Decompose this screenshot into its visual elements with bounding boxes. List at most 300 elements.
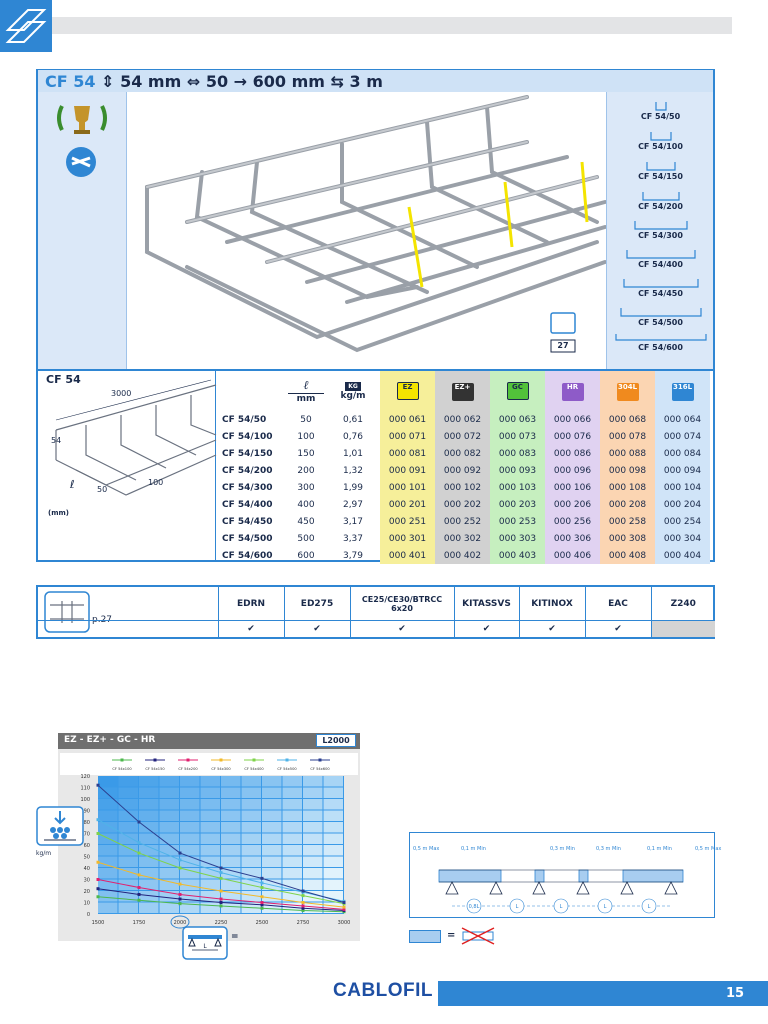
span-support-label: L bbox=[647, 904, 651, 910]
product-length: 3 m bbox=[349, 72, 383, 91]
grid-cell bbox=[160, 903, 180, 914]
grid-cell bbox=[160, 776, 180, 787]
grid-cell bbox=[201, 811, 221, 822]
grid-cell bbox=[139, 776, 159, 787]
grid-cell bbox=[119, 857, 139, 868]
legend-marker bbox=[187, 759, 190, 762]
dim-100: 100 bbox=[148, 478, 164, 487]
grid-cell bbox=[242, 799, 262, 810]
row-name: CF 54/450 bbox=[222, 516, 273, 527]
row-weight: 0,61 bbox=[342, 414, 364, 425]
y-tick-label: 120 bbox=[80, 774, 90, 780]
legend-label: CF 54x300 bbox=[211, 767, 231, 771]
grid-cell bbox=[201, 834, 221, 845]
span-top-label: 0,3 m Min bbox=[550, 846, 575, 852]
data-point bbox=[97, 784, 100, 787]
grid-cell bbox=[119, 799, 139, 810]
row-weight: 1,01 bbox=[342, 448, 364, 459]
grid-cell bbox=[98, 822, 118, 833]
grid-cell bbox=[139, 811, 159, 822]
grid-cell bbox=[283, 868, 303, 879]
grid-cell bbox=[98, 903, 118, 914]
standards-spacer bbox=[38, 587, 218, 621]
x-tick-label: 1750 bbox=[132, 920, 146, 926]
span-support-label: L bbox=[515, 904, 519, 910]
span-icon-equal: = bbox=[231, 932, 239, 942]
data-point bbox=[97, 861, 100, 864]
footer-bar bbox=[438, 981, 768, 1006]
table-row bbox=[216, 530, 710, 547]
table-row bbox=[216, 445, 710, 462]
row-ref-code: 000 204 bbox=[655, 496, 710, 513]
table-row bbox=[216, 411, 710, 428]
span-support-label: L bbox=[559, 904, 563, 910]
data-point bbox=[261, 877, 264, 880]
data-point bbox=[220, 867, 223, 870]
grid-cell bbox=[242, 845, 262, 856]
variant-column bbox=[606, 92, 713, 369]
y-tick-label: 30 bbox=[83, 877, 90, 884]
grid-cell bbox=[139, 788, 159, 799]
legend-marker bbox=[220, 759, 223, 762]
data-point bbox=[97, 832, 100, 835]
row-width: 50 bbox=[300, 414, 312, 425]
row-width: 400 bbox=[297, 499, 315, 510]
legend-marker bbox=[154, 759, 157, 762]
row-name: CF 54/50 bbox=[222, 414, 267, 425]
row-ref-code: 000 258 bbox=[600, 513, 655, 530]
row-width: 100 bbox=[297, 431, 315, 442]
row-ref-code: 000 073 bbox=[490, 428, 545, 445]
row-ref-code: 000 254 bbox=[655, 513, 710, 530]
table-row bbox=[216, 547, 710, 564]
grid-cell bbox=[262, 788, 282, 799]
row-name: CF 54/600 bbox=[222, 550, 273, 561]
product-title bbox=[45, 72, 383, 91]
variant-label: CF 54/100 bbox=[638, 142, 683, 151]
grid-cell bbox=[262, 868, 282, 879]
grid-cell bbox=[180, 822, 200, 833]
legend-label: CF 54x500 bbox=[277, 767, 297, 771]
grid-cell bbox=[221, 857, 241, 868]
grid-cell bbox=[98, 868, 118, 879]
standard-check: ✔ bbox=[218, 621, 284, 638]
row-name: CF 54/500 bbox=[222, 533, 273, 544]
row-width: 600 bbox=[297, 550, 315, 561]
data-point bbox=[179, 902, 182, 905]
grid-cell bbox=[242, 776, 262, 787]
variant-label: CF 54/50 bbox=[640, 112, 681, 121]
row-ref-code: 000 106 bbox=[545, 479, 600, 496]
finish-hr-badge: HR bbox=[562, 383, 584, 401]
grid-cell bbox=[262, 776, 282, 787]
reference-table bbox=[216, 371, 710, 564]
row-weight: 2,97 bbox=[342, 499, 364, 510]
grid-cell bbox=[324, 857, 344, 868]
grid-cell bbox=[221, 903, 241, 914]
row-ref-code: 000 074 bbox=[655, 428, 710, 445]
span-top-label: 0,1 m Min bbox=[461, 846, 486, 852]
data-point bbox=[138, 893, 141, 896]
product-code: CF 54 bbox=[45, 72, 96, 91]
corner-logo-icon bbox=[0, 0, 52, 52]
grid-cell bbox=[98, 891, 118, 902]
row-ref-code: 000 086 bbox=[545, 445, 600, 462]
span-top-label: 0,1 m Min bbox=[647, 846, 672, 852]
grid-cell bbox=[221, 834, 241, 845]
data-point bbox=[179, 867, 182, 870]
top-band bbox=[50, 17, 732, 34]
legend-marker bbox=[253, 759, 256, 762]
dim-width-symbol: ℓ bbox=[70, 478, 75, 491]
finish-ezplus-badge: EZ+ bbox=[452, 383, 474, 401]
grid-cell bbox=[221, 845, 241, 856]
width-icon: ⇔ bbox=[186, 72, 201, 91]
data-point bbox=[261, 901, 264, 904]
grid-cell bbox=[324, 880, 344, 891]
grid-cell bbox=[201, 891, 221, 902]
grid-cell bbox=[98, 845, 118, 856]
mounting-icon bbox=[65, 146, 97, 178]
row-ref-code: 000 076 bbox=[545, 428, 600, 445]
row-ref-code: 000 104 bbox=[655, 479, 710, 496]
dim-50: 50 bbox=[97, 485, 108, 494]
standard-header: EAC bbox=[585, 587, 651, 621]
table-body bbox=[216, 411, 710, 564]
standard-header: ED275 bbox=[284, 587, 350, 621]
variant-label: CF 54/450 bbox=[638, 289, 683, 298]
row-ref-code: 000 068 bbox=[600, 411, 655, 428]
grid-cell bbox=[201, 845, 221, 856]
chart-legend-bg bbox=[60, 753, 358, 775]
y-tick-label: 40 bbox=[83, 866, 90, 872]
grid-cell bbox=[119, 834, 139, 845]
grid-cell bbox=[303, 788, 323, 799]
standard-check: ✔ bbox=[454, 621, 519, 638]
standard-check-empty bbox=[651, 621, 715, 638]
grid-cell bbox=[180, 776, 200, 787]
row-width: 450 bbox=[297, 516, 315, 527]
legend-label: CF 54x400 bbox=[244, 767, 264, 771]
row-ref-code: 000 093 bbox=[490, 462, 545, 479]
finish-316l-badge: 316L bbox=[672, 383, 694, 401]
row-ref-code: 000 303 bbox=[490, 530, 545, 547]
grid-cell bbox=[139, 822, 159, 833]
y-tick-label: 20 bbox=[83, 889, 90, 895]
grid-cell bbox=[160, 811, 180, 822]
row-ref-code: 000 251 bbox=[380, 513, 435, 530]
grid-cell bbox=[283, 822, 303, 833]
grid-cell bbox=[201, 788, 221, 799]
length-icon: ⇆ bbox=[330, 72, 344, 91]
grid-cell bbox=[160, 788, 180, 799]
row-ref-code: 000 071 bbox=[380, 428, 435, 445]
chart-header-title: EZ - EZ+ - GC - HR bbox=[64, 735, 156, 745]
legend-marker bbox=[286, 759, 289, 762]
row-ref-code: 000 252 bbox=[435, 513, 490, 530]
standard-header: Z240 bbox=[651, 587, 715, 621]
chart-header-tag: L2000 bbox=[316, 734, 356, 747]
standard-check: ✔ bbox=[350, 621, 454, 638]
grid-cell bbox=[98, 776, 118, 787]
grid-cell bbox=[303, 776, 323, 787]
x-tick-label: 2500 bbox=[255, 920, 269, 926]
standard-header: CE25/CE30/BTRCC 6x20 bbox=[350, 587, 454, 621]
width-header: ℓ mm bbox=[286, 371, 326, 411]
finish-ez-badge: EZ bbox=[397, 382, 419, 400]
grid-cell bbox=[283, 776, 303, 787]
data-point bbox=[138, 886, 141, 889]
row-ref-code: 000 072 bbox=[435, 428, 490, 445]
dim-height: 54 bbox=[51, 436, 62, 445]
row-name: CF 54/200 bbox=[222, 465, 273, 476]
y-tick-label: 90 bbox=[83, 808, 90, 815]
legend-equals: = bbox=[447, 930, 456, 941]
y-tick-label: 50 bbox=[83, 854, 90, 861]
row-ref-code: 000 406 bbox=[545, 547, 600, 564]
load-chart bbox=[58, 749, 360, 941]
data-point bbox=[261, 895, 264, 898]
grid-cell bbox=[303, 880, 323, 891]
row-ref-code: 000 063 bbox=[490, 411, 545, 428]
page-number: 15 bbox=[726, 986, 745, 1001]
grid-cell bbox=[283, 834, 303, 845]
row-ref-code: 000 101 bbox=[380, 479, 435, 496]
data-point bbox=[302, 901, 305, 904]
variant-profile-icons bbox=[607, 92, 714, 369]
grid-cell bbox=[119, 822, 139, 833]
grid-cell bbox=[283, 811, 303, 822]
data-point bbox=[302, 904, 305, 907]
product-height: 54 mm bbox=[120, 72, 182, 91]
grid-cell bbox=[180, 799, 200, 810]
no-splice-icon bbox=[460, 926, 496, 946]
award-trophy-icon bbox=[52, 100, 112, 140]
grid-cell bbox=[180, 811, 200, 822]
grid-cell bbox=[180, 788, 200, 799]
data-point bbox=[97, 818, 100, 821]
x-tick-label: 2000 bbox=[173, 920, 187, 926]
y-tick-label: 70 bbox=[83, 831, 90, 838]
legend-swatch bbox=[409, 930, 441, 943]
standards-header-row bbox=[38, 587, 715, 621]
row-ref-code: 000 301 bbox=[380, 530, 435, 547]
data-point bbox=[179, 898, 182, 901]
variant-label: CF 54/500 bbox=[638, 318, 683, 327]
row-name: CF 54/100 bbox=[222, 431, 273, 442]
grid-cell bbox=[221, 811, 241, 822]
grid-cell bbox=[119, 880, 139, 891]
variant-label: CF 54/300 bbox=[638, 231, 683, 240]
table-row bbox=[216, 428, 710, 445]
row-weight: 3,37 bbox=[342, 533, 364, 544]
data-point bbox=[138, 899, 141, 902]
grid-cell bbox=[221, 776, 241, 787]
table-row bbox=[216, 479, 710, 496]
row-ref-code: 000 081 bbox=[380, 445, 435, 462]
grid-cell bbox=[201, 822, 221, 833]
dim-unit: (mm) bbox=[48, 509, 69, 517]
row-ref-code: 000 308 bbox=[600, 530, 655, 547]
legend-label: CF 54x600 bbox=[310, 767, 330, 771]
standard-header: KITASSVS bbox=[454, 587, 519, 621]
grid-cell bbox=[221, 880, 241, 891]
grid-cell bbox=[283, 788, 303, 799]
grid-cell bbox=[221, 822, 241, 833]
dim-length: 3000 bbox=[111, 389, 132, 398]
grid-cell bbox=[303, 799, 323, 810]
y-tick-label: 110 bbox=[80, 785, 90, 792]
legend-marker bbox=[121, 759, 124, 762]
row-ref-code: 000 206 bbox=[545, 496, 600, 513]
row-ref-code: 000 098 bbox=[600, 462, 655, 479]
grid-cell bbox=[160, 799, 180, 810]
row-ref-code: 000 202 bbox=[435, 496, 490, 513]
row-ref-code: 000 088 bbox=[600, 445, 655, 462]
standards-table bbox=[38, 586, 715, 638]
row-ref-code: 000 304 bbox=[655, 530, 710, 547]
grid-cell bbox=[242, 822, 262, 833]
grid-cell bbox=[324, 799, 344, 810]
data-point bbox=[179, 852, 182, 855]
data-point bbox=[97, 895, 100, 898]
row-ref-code: 000 302 bbox=[435, 530, 490, 547]
table-row bbox=[216, 513, 710, 530]
row-ref-code: 000 083 bbox=[490, 445, 545, 462]
row-ref-code: 000 102 bbox=[435, 479, 490, 496]
variant-label: CF 54/200 bbox=[638, 202, 683, 211]
left-icon-column bbox=[38, 92, 127, 369]
data-point bbox=[261, 886, 264, 889]
x-tick-label: 3000 bbox=[337, 920, 351, 926]
data-point bbox=[220, 904, 223, 907]
grid-cell bbox=[262, 857, 282, 868]
data-point bbox=[179, 858, 182, 861]
span-top-label: 0,5 m Max bbox=[695, 846, 722, 852]
grid-cell bbox=[303, 845, 323, 856]
data-point bbox=[343, 901, 346, 904]
manual-icon bbox=[551, 313, 575, 333]
cable-tray-image bbox=[127, 92, 606, 369]
row-ref-code: 000 256 bbox=[545, 513, 600, 530]
standard-header: EDRN bbox=[218, 587, 284, 621]
x-tick-label: 1500 bbox=[91, 920, 105, 926]
row-ref-code: 000 306 bbox=[545, 530, 600, 547]
variant-label: CF 54/150 bbox=[638, 172, 683, 181]
grid-cell bbox=[262, 811, 282, 822]
row-width: 500 bbox=[297, 533, 315, 544]
grid-cell bbox=[324, 811, 344, 822]
row-width: 150 bbox=[297, 448, 315, 459]
grid-cell bbox=[160, 880, 180, 891]
row-weight: 3,17 bbox=[342, 516, 364, 527]
variant-label: CF 54/600 bbox=[638, 343, 683, 352]
grid-cell bbox=[119, 845, 139, 856]
data-point bbox=[302, 894, 305, 897]
x-tick-label: 2250 bbox=[214, 920, 228, 926]
row-width: 200 bbox=[297, 465, 315, 476]
legend-label: CF 54x200 bbox=[178, 767, 198, 771]
row-ref-code: 000 096 bbox=[545, 462, 600, 479]
grid-cell bbox=[283, 799, 303, 810]
data-point bbox=[220, 877, 223, 880]
table-header-row bbox=[216, 371, 710, 411]
row-ref-code: 000 203 bbox=[490, 496, 545, 513]
grid-cell bbox=[160, 834, 180, 845]
row-name: CF 54/400 bbox=[222, 499, 273, 510]
grid-cell bbox=[160, 868, 180, 879]
grid-cell bbox=[262, 799, 282, 810]
legend-label: CF 54x100 bbox=[112, 767, 132, 771]
grid-cell bbox=[324, 788, 344, 799]
span-top-label: 0,3 m Min bbox=[596, 846, 621, 852]
row-name: CF 54/300 bbox=[222, 482, 273, 493]
grid-cell bbox=[242, 811, 262, 822]
row-ref-code: 000 078 bbox=[600, 428, 655, 445]
brand-logo: CABLOFIL bbox=[333, 980, 434, 1001]
grid-cell bbox=[324, 868, 344, 879]
data-point bbox=[220, 901, 223, 904]
load-unit: kg/m bbox=[36, 850, 52, 857]
grid-cell bbox=[201, 799, 221, 810]
row-ref-code: 000 403 bbox=[490, 547, 545, 564]
grid-cell bbox=[303, 834, 323, 845]
svg-text:L: L bbox=[203, 943, 207, 950]
legend-label: CF 54x150 bbox=[145, 767, 165, 771]
data-point bbox=[97, 878, 100, 881]
standard-check: ✔ bbox=[585, 621, 651, 638]
grid-cell bbox=[303, 868, 323, 879]
row-ref-code: 000 404 bbox=[655, 547, 710, 564]
grid-cell bbox=[119, 903, 139, 914]
row-ref-code: 000 402 bbox=[435, 547, 490, 564]
table-row bbox=[216, 462, 710, 479]
grid-cell bbox=[262, 891, 282, 902]
standard-check: ✔ bbox=[284, 621, 350, 638]
grid-cell bbox=[262, 845, 282, 856]
row-ref-code: 000 103 bbox=[490, 479, 545, 496]
table-row bbox=[216, 496, 710, 513]
variant-label: CF 54/400 bbox=[638, 260, 683, 269]
height-icon: ⇕ bbox=[101, 72, 115, 91]
span-top-label: 0,5 m Max bbox=[413, 846, 440, 852]
row-weight: 3,79 bbox=[342, 550, 364, 561]
y-tick-label: 100 bbox=[80, 797, 90, 803]
grid-cell bbox=[221, 799, 241, 810]
row-ref-code: 000 082 bbox=[435, 445, 490, 462]
grid-cell bbox=[201, 776, 221, 787]
grid-cell bbox=[119, 788, 139, 799]
grid-cell bbox=[324, 776, 344, 787]
row-width: 300 bbox=[297, 482, 315, 493]
data-point bbox=[302, 890, 305, 893]
row-name: CF 54/150 bbox=[222, 448, 273, 459]
data-point bbox=[220, 890, 223, 893]
data-point bbox=[261, 907, 264, 910]
grid-cell bbox=[98, 788, 118, 799]
grid-cell bbox=[283, 857, 303, 868]
grid-cell bbox=[242, 834, 262, 845]
finish-304l-badge: 304L bbox=[617, 383, 639, 401]
grid-cell bbox=[262, 822, 282, 833]
row-ref-code: 000 064 bbox=[655, 411, 710, 428]
row-ref-code: 000 091 bbox=[380, 462, 435, 479]
span-support-label: L bbox=[603, 904, 607, 910]
span-support-icon bbox=[182, 926, 228, 960]
grid-cell bbox=[324, 834, 344, 845]
grid-cell bbox=[303, 811, 323, 822]
grid-cell bbox=[139, 857, 159, 868]
